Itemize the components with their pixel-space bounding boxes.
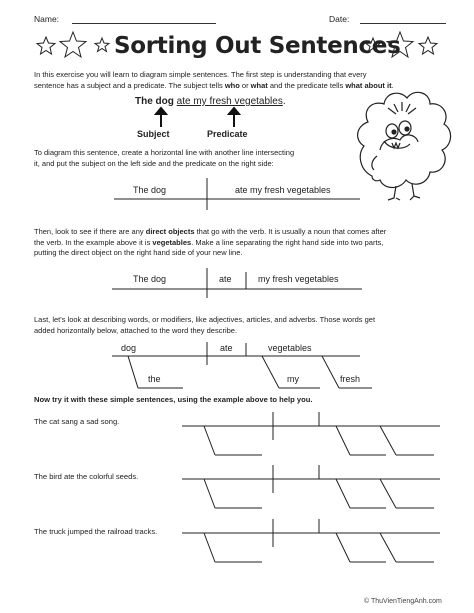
- diagram2-subject: The dog: [133, 185, 167, 195]
- practice-sentence-2: The bird ate the colorful seeds.: [34, 472, 139, 481]
- section3-vegetables: vegetables: [152, 237, 192, 247]
- hedgehog-illustration: [358, 92, 451, 200]
- section4-paragraph: [34, 315, 474, 336]
- diagram2-predicate: ate my fresh vegetables: [235, 185, 331, 195]
- example-period: .: [282, 96, 286, 107]
- subject-label: Subject: [137, 129, 170, 139]
- section3-line-3: putting the direct object on the right hand side of your new line.: [34, 248, 243, 258]
- diagram3-verb: ate: [219, 274, 232, 284]
- star-icon: [95, 38, 109, 52]
- star-icon: [419, 37, 437, 54]
- intro-text: sentence has a subject and a predicate. The subject tells: [34, 80, 225, 90]
- section3-direct-objects: direct objects: [145, 227, 195, 236]
- section3-line-2: [34, 238, 474, 249]
- star-icon: [37, 37, 55, 54]
- section4-line-1: Last, let's look at describing words, or modifiers, like adjectives, articles, and adverbs. Those words get: [34, 315, 376, 324]
- diagram4-modifier-the: the: [148, 374, 161, 384]
- example-sentence: [135, 96, 286, 107]
- intro-line-2: [34, 81, 474, 92]
- section3-line-1: [34, 227, 474, 238]
- intro-or: or: [239, 80, 251, 90]
- section3-paragraph: [34, 227, 474, 259]
- intro-what: what: [250, 80, 268, 90]
- intro-who: who: [224, 80, 240, 90]
- section3-text-2: that go with the verb. It is usually a noun that comes after: [194, 227, 387, 236]
- example-subject: The dog: [135, 96, 174, 107]
- predicate-label: Predicate: [207, 129, 248, 139]
- diagram3-subject: The dog: [133, 274, 167, 284]
- practice-sentence-1: The cat sang a sad song.: [34, 417, 120, 426]
- intro-period: .: [391, 80, 394, 90]
- diagram4-verb: ate: [220, 343, 233, 353]
- section2-line-1: To diagram this sentence, create a horizontal line with another line intersecting: [34, 148, 295, 157]
- intro-what-about-it: what about it: [345, 80, 392, 90]
- section2-line-2: it, and put the subject on the left side and the predicate on the right side:: [34, 158, 274, 168]
- practice-instruction: Now try it with these simple sentences, using the example above to help you.: [34, 395, 313, 404]
- section3-text-3: the verb. In the example above it is: [34, 237, 153, 247]
- diagram4-object: vegetables: [268, 343, 312, 353]
- intro-text-2: and the predicate tells: [267, 80, 346, 90]
- name-label: Name:: [34, 14, 60, 24]
- section3-text-4: . Make a line separating the right hand side into two parts,: [191, 237, 384, 247]
- intro-line-1: In this exercise you will learn to diagram simple sentences. The first step is understanding that every: [34, 70, 367, 79]
- diagram4-modifier-fresh: fresh: [340, 374, 361, 384]
- date-label: Date:: [329, 14, 350, 24]
- section2-paragraph: [34, 148, 364, 169]
- footer-credit: © ThuVienTiengAnh.com: [364, 598, 442, 605]
- page-title: Sorting Out Sentences: [114, 33, 401, 59]
- section4-line-2: added horizontally below, attached to the word they describe.: [34, 325, 238, 335]
- intro-paragraph: [34, 70, 474, 91]
- practice-sentence-3: The truck jumped the railroad tracks.: [34, 527, 158, 536]
- diagram3-object: my fresh vegetables: [258, 274, 339, 284]
- star-icon: [60, 32, 86, 57]
- diagram4-modifier-my: my: [287, 374, 299, 384]
- diagram4-subject: dog: [121, 343, 137, 353]
- section3-text: Then, look to see if there are any: [34, 227, 146, 236]
- example-predicate: ate my fresh vegetables: [176, 96, 283, 107]
